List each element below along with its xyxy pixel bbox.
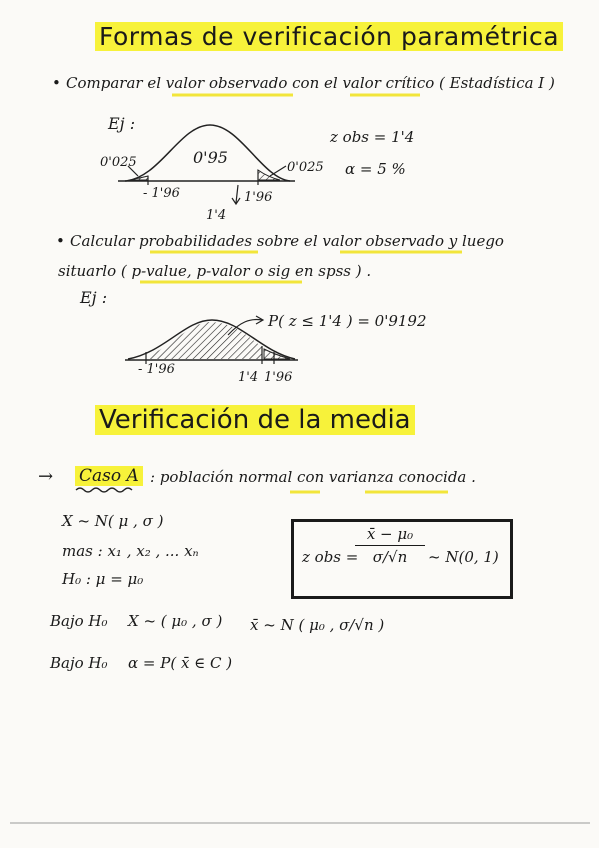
right-critical-label: 1'96 (244, 190, 273, 205)
normal-curve-1 (118, 125, 295, 204)
bullet2-text-line1: Calcular probabilidades sobre el valor observado y luego (70, 232, 504, 250)
bajo-h0-label-2: Bajo H₀ (50, 654, 108, 672)
bullet2-text-line2: situarlo ( p-value, p-valor o sig en spss ) . (58, 262, 372, 280)
squiggle-underline (76, 488, 132, 492)
bullet1-text: Comparar el valor observado con el valor crítico ( Estadística I ) (66, 74, 555, 92)
hypothesis-line: H₀ : μ = μ₀ (62, 570, 144, 588)
arrow-icon: → (38, 466, 54, 487)
left-tail-label: 0'025 (100, 155, 137, 170)
formula-lhs: z obs = (302, 548, 359, 566)
pvalue-text: P( z ≤ 1'4 ) = 0'9192 (268, 312, 427, 330)
formula-rhs: ~ N(0, 1) (428, 548, 499, 566)
bajo-h0-label-1: Bajo H₀ (50, 612, 108, 630)
example2-label: Ej : (80, 288, 108, 307)
left-critical-label: - 1'96 (143, 186, 180, 201)
distribution-line: X ~ N( μ , σ ) (62, 512, 164, 530)
case-text: : población normal con varianza conocida . (150, 468, 476, 486)
observed-point-label-2: 1'4 (238, 370, 259, 385)
normal-curve-2 (125, 316, 298, 364)
left-critical-label-2: - 1'96 (138, 362, 175, 377)
bajo-h0-dist-x: X ~ ( μ₀ , σ ) (128, 612, 223, 630)
formula-numerator: x̄ − μ₀ (355, 525, 425, 546)
section-title-mean: Verificación de la media (95, 405, 415, 435)
right-critical-label-2: 1'96 (264, 370, 293, 385)
right-tail-label: 0'025 (287, 160, 324, 175)
bajo-h0-dist-xbar: x̄ ~ N ( μ₀ , σ/√n ) (250, 616, 385, 634)
alpha-definition: α = P( x̄ ∈ C ) (128, 654, 233, 672)
sample-line: mas : x₁ , x₂ , ... xₙ (62, 542, 199, 560)
curve-center-label: 0'95 (193, 148, 228, 167)
alpha-value: α = 5 % (345, 160, 406, 178)
section-title-parametric: Formas de verificación paramétrica (95, 22, 563, 51)
case-label: Caso A (75, 466, 143, 486)
observed-point-label: 1'4 (206, 208, 227, 223)
example-label: Ej : (108, 114, 136, 133)
bullet-dot: • (56, 232, 65, 250)
zobs-value: z obs = 1'4 (330, 128, 415, 146)
bullet-dot: • (52, 74, 61, 92)
formula-denominator: σ/√n (372, 548, 408, 566)
